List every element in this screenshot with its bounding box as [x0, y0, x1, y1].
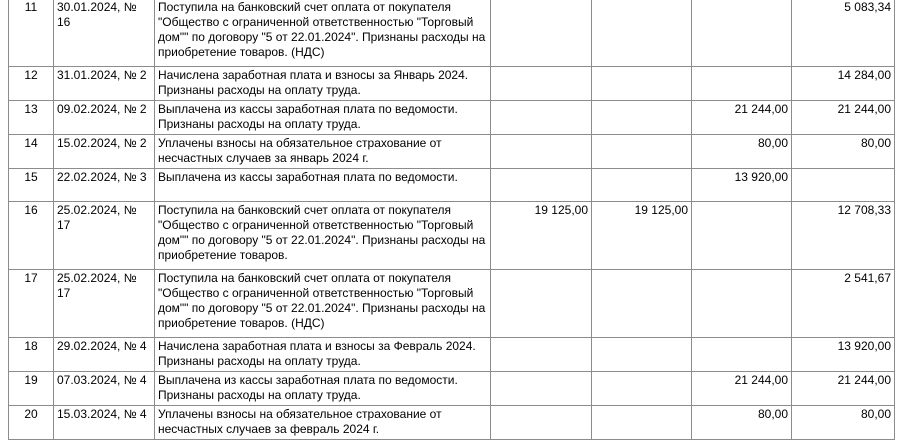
- operation-description-cell: Выплачена из кассы заработная плата по ведомости.: [155, 169, 491, 202]
- table-row: [9, 0, 895, 67]
- operation-description-cell: Уплачены взносы на обязательное страхование от несчастных случаев за февраль 2024 г.: [155, 406, 491, 440]
- income-taxable-amount-cell: [592, 270, 692, 338]
- document-ref-cell: 15.03.2024, № 4: [54, 406, 155, 440]
- document-ref-cell: 09.02.2024, № 2: [54, 101, 155, 135]
- expense-amount-cell: 80,00: [692, 406, 792, 440]
- table-row: [9, 67, 895, 101]
- income-amount-cell: [491, 406, 592, 440]
- expense-taxable-amount-cell: 80,00: [792, 406, 895, 440]
- income-amount-cell: [491, 101, 592, 135]
- row-number-cell: 14: [9, 135, 54, 169]
- table-row: [9, 169, 895, 202]
- expense-amount-cell: 21 244,00: [692, 101, 792, 135]
- income-amount-cell: [491, 338, 592, 372]
- document-ref-cell: 22.02.2024, № 3: [54, 169, 155, 202]
- document-ref-cell: 15.02.2024, № 2: [54, 135, 155, 169]
- operation-description-cell: Поступила на банковский счет оплата от покупателя "Общество с ограниченной ответственностью "Торговый дом"" по договору "5 от 22.01.2024". Признаны расходы на приобретение товаров.: [155, 202, 491, 270]
- ledger-table: [8, 0, 895, 440]
- document-ref-cell: 31.01.2024, № 2: [54, 67, 155, 101]
- row-number-cell: 15: [9, 169, 54, 202]
- expense-amount-cell: [692, 202, 792, 270]
- expense-taxable-amount-cell: 2 541,67: [792, 270, 895, 338]
- operation-description-cell: Начислена заработная плата и взносы за Январь 2024. Признаны расходы на оплату труда.: [155, 67, 491, 101]
- income-taxable-amount-cell: [592, 101, 692, 135]
- expense-amount-cell: 13 920,00: [692, 169, 792, 202]
- income-taxable-amount-cell: [592, 406, 692, 440]
- document-ref-cell: 25.02.2024, № 17: [54, 270, 155, 338]
- expense-amount-cell: [692, 270, 792, 338]
- table-row: [9, 372, 895, 406]
- row-number-cell: 13: [9, 101, 54, 135]
- operation-description-cell: Выплачена из кассы заработная плата по ведомости. Признаны расходы на оплату труда.: [155, 101, 491, 135]
- income-taxable-amount-cell: [592, 372, 692, 406]
- operation-description-cell: Уплачены взносы на обязательное страхование от несчастных случаев за январь 2024 г.: [155, 135, 491, 169]
- income-amount-cell: [491, 0, 592, 67]
- operation-description-cell: Начислена заработная плата и взносы за Февраль 2024. Признаны расходы на оплату труда.: [155, 338, 491, 372]
- expense-taxable-amount-cell: 12 708,33: [792, 202, 895, 270]
- expense-taxable-amount-cell: 5 083,34: [792, 0, 895, 67]
- operation-description-cell: Поступила на банковский счет оплата от покупателя "Общество с ограниченной ответственностью "Торговый дом"" по договору "5 от 22.01.2024". Признаны расходы на приобретение товаров. (НДС): [155, 270, 491, 338]
- expense-taxable-amount-cell: 21 244,00: [792, 372, 895, 406]
- income-taxable-amount-cell: [592, 338, 692, 372]
- expense-amount-cell: 21 244,00: [692, 372, 792, 406]
- table-row: [9, 406, 895, 440]
- document-ref-cell: 25.02.2024, № 17: [54, 202, 155, 270]
- document-ref-cell: 29.02.2024, № 4: [54, 338, 155, 372]
- table-row: [9, 270, 895, 338]
- ledger-body: [9, 0, 895, 440]
- income-amount-cell: [491, 372, 592, 406]
- income-taxable-amount-cell: 19 125,00: [592, 202, 692, 270]
- expense-taxable-amount-cell: 21 244,00: [792, 101, 895, 135]
- income-amount-cell: 19 125,00: [491, 202, 592, 270]
- row-number-cell: 18: [9, 338, 54, 372]
- row-number-cell: 12: [9, 67, 54, 101]
- income-taxable-amount-cell: [592, 0, 692, 67]
- expense-amount-cell: [692, 338, 792, 372]
- operation-description-cell: Выплачена из кассы заработная плата по ведомости. Признаны расходы на оплату труда.: [155, 372, 491, 406]
- expense-taxable-amount-cell: 13 920,00: [792, 338, 895, 372]
- row-number-cell: 11: [9, 0, 54, 67]
- expense-taxable-amount-cell: [792, 169, 895, 202]
- income-taxable-amount-cell: [592, 135, 692, 169]
- expense-taxable-amount-cell: 80,00: [792, 135, 895, 169]
- table-row: [9, 135, 895, 169]
- income-taxable-amount-cell: [592, 67, 692, 101]
- expense-taxable-amount-cell: 14 284,00: [792, 67, 895, 101]
- income-amount-cell: [491, 135, 592, 169]
- income-amount-cell: [491, 67, 592, 101]
- income-taxable-amount-cell: [592, 169, 692, 202]
- table-row: [9, 202, 895, 270]
- table-row: [9, 338, 895, 372]
- row-number-cell: 16: [9, 202, 54, 270]
- document-ref-cell: 07.03.2024, № 4: [54, 372, 155, 406]
- operation-description-cell: Поступила на банковский счет оплата от покупателя "Общество с ограниченной ответственностью "Торговый дом"" по договору "5 от 22.01.2024". Признаны расходы на приобретение товаров. (НДС): [155, 0, 491, 67]
- row-number-cell: 19: [9, 372, 54, 406]
- row-number-cell: 17: [9, 270, 54, 338]
- income-amount-cell: [491, 270, 592, 338]
- document-ref-cell: 30.01.2024, № 16: [54, 0, 155, 67]
- income-amount-cell: [491, 169, 592, 202]
- expense-amount-cell: 80,00: [692, 135, 792, 169]
- row-number-cell: 20: [9, 406, 54, 440]
- expense-amount-cell: [692, 0, 792, 67]
- table-row: [9, 101, 895, 135]
- expense-amount-cell: [692, 67, 792, 101]
